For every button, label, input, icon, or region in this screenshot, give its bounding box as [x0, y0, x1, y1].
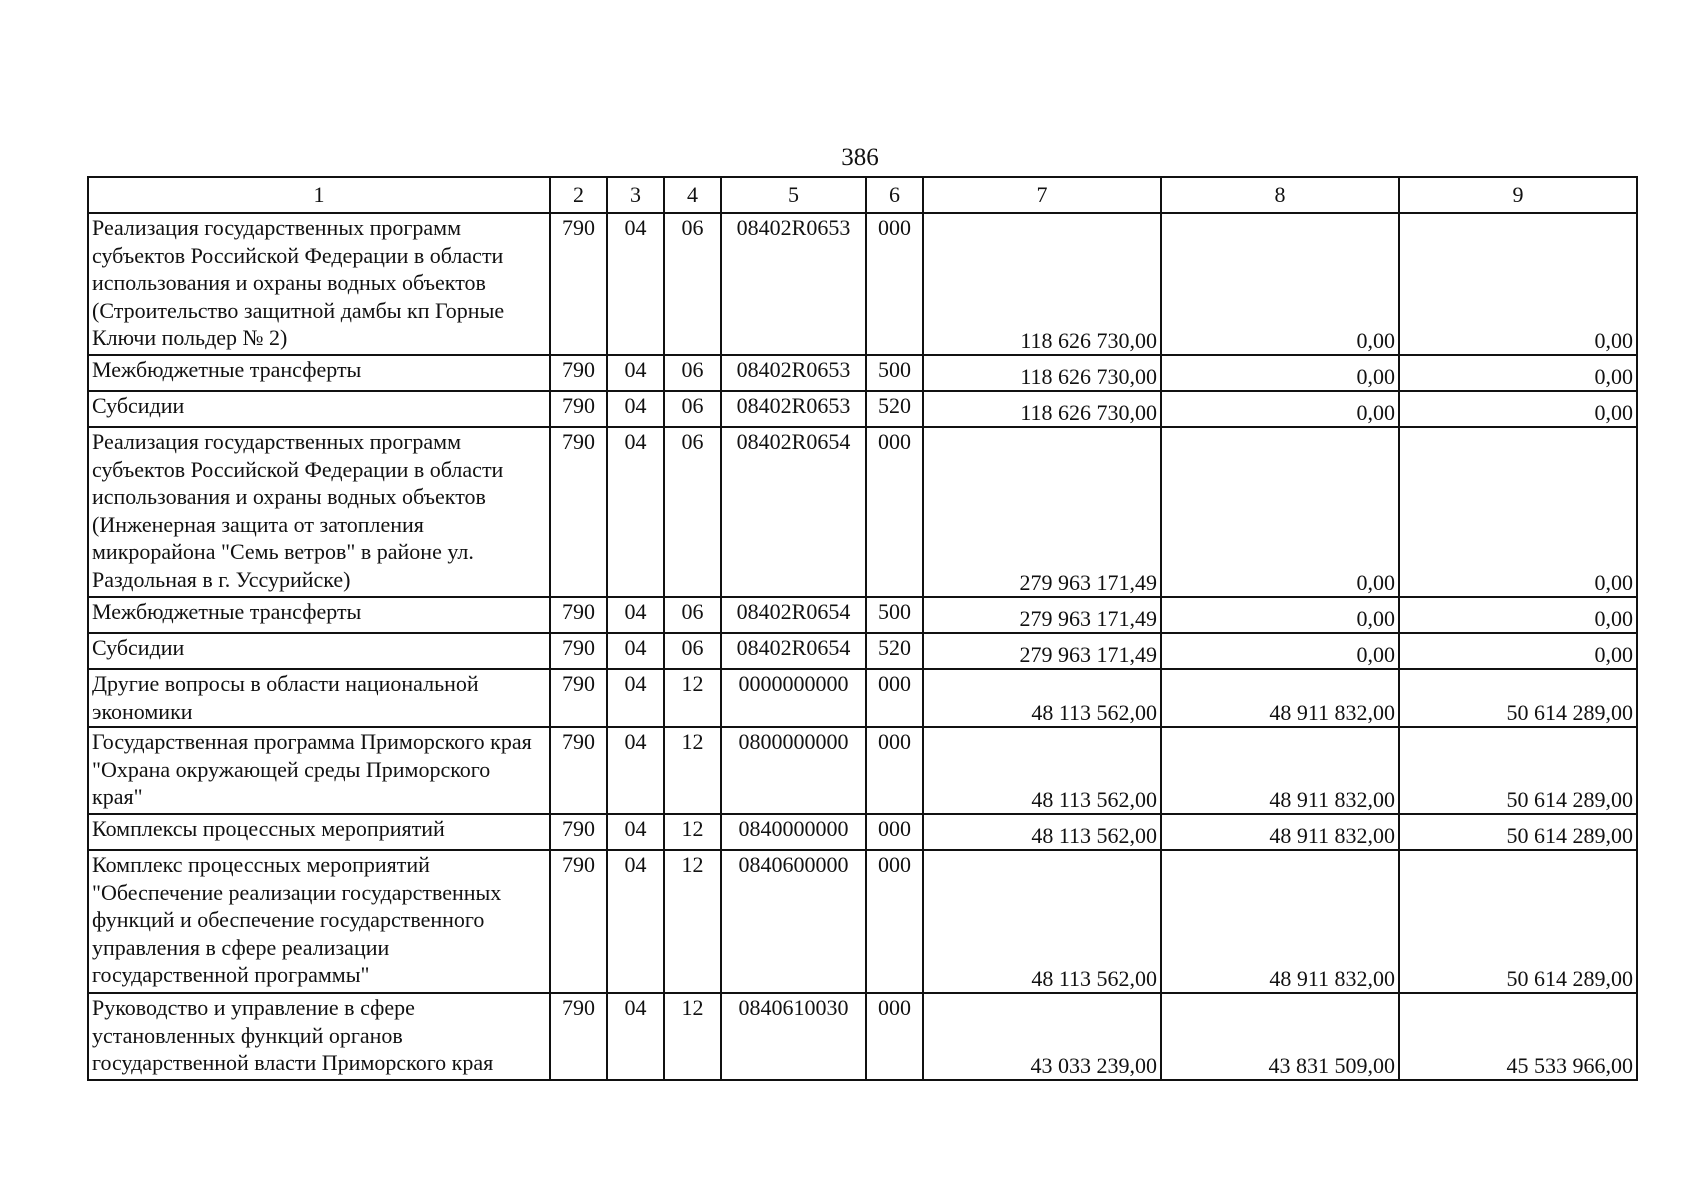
- table-row: [88, 427, 1637, 597]
- admin-code-cell: 790: [550, 633, 607, 669]
- amount-col9-cell: 50 614 289,00: [1399, 669, 1637, 727]
- amount-col8-cell: 0,00: [1161, 355, 1399, 391]
- column-header: 5: [721, 177, 866, 213]
- admin-code-cell: 790: [550, 391, 607, 427]
- target-article-cell: 08402R0653: [721, 213, 866, 355]
- admin-code-cell: 790: [550, 427, 607, 597]
- amount-col9-cell: 45 533 966,00: [1399, 993, 1637, 1080]
- amount-col7-cell: 48 113 562,00: [923, 669, 1161, 727]
- section-code-cell: 04: [607, 993, 664, 1080]
- subsection-code-cell: 12: [664, 727, 721, 814]
- amount-col9-cell: 0,00: [1399, 427, 1637, 597]
- table-row: [88, 850, 1637, 993]
- amount-col7-cell: 48 113 562,00: [923, 727, 1161, 814]
- section-code-cell: 04: [607, 850, 664, 993]
- row-name-cell: Межбюджетные трансферты: [88, 355, 550, 391]
- expense-type-cell: 000: [866, 727, 923, 814]
- row-name-cell: Другие вопросы в области национальной экономики: [88, 669, 550, 727]
- amount-col8-cell: 0,00: [1161, 213, 1399, 355]
- row-name-cell: Реализация государственных программ субъектов Российской Федерации в области использования и охраны водных объектов (Инженерная защита от затопления микрорайона "Семь ветров" в районе ул. Раздольная в г. Уссурийске): [88, 427, 550, 597]
- page-number: 386: [841, 144, 879, 171]
- amount-col9-cell: 0,00: [1399, 597, 1637, 633]
- amount-col8-cell: 48 911 832,00: [1161, 727, 1399, 814]
- column-header: 1: [88, 177, 550, 213]
- amount-col9-cell: 0,00: [1399, 391, 1637, 427]
- subsection-code-cell: 06: [664, 427, 721, 597]
- target-article-cell: 0840600000: [721, 850, 866, 993]
- row-name-cell: Комплексы процессных мероприятий: [88, 814, 550, 850]
- table-row: [88, 633, 1637, 669]
- admin-code-cell: 790: [550, 727, 607, 814]
- admin-code-cell: 790: [550, 669, 607, 727]
- subsection-code-cell: 12: [664, 850, 721, 993]
- admin-code-cell: 790: [550, 993, 607, 1080]
- section-code-cell: 04: [607, 427, 664, 597]
- column-header: 9: [1399, 177, 1637, 213]
- amount-col7-cell: 48 113 562,00: [923, 850, 1161, 993]
- amount-col8-cell: 0,00: [1161, 633, 1399, 669]
- header-row: [88, 177, 1637, 213]
- row-name-cell: Межбюджетные трансферты: [88, 597, 550, 633]
- admin-code-cell: 790: [550, 850, 607, 993]
- amount-col8-cell: 43 831 509,00: [1161, 993, 1399, 1080]
- section-code-cell: 04: [607, 633, 664, 669]
- table-row: [88, 727, 1637, 814]
- row-name-cell: Субсидии: [88, 633, 550, 669]
- section-code-cell: 04: [607, 814, 664, 850]
- column-header: 7: [923, 177, 1161, 213]
- subsection-code-cell: 12: [664, 814, 721, 850]
- expense-type-cell: 000: [866, 814, 923, 850]
- amount-col7-cell: 118 626 730,00: [923, 391, 1161, 427]
- subsection-code-cell: 12: [664, 669, 721, 727]
- table-row: [88, 213, 1637, 355]
- table-row: [88, 597, 1637, 633]
- amount-col9-cell: 50 614 289,00: [1399, 727, 1637, 814]
- subsection-code-cell: 06: [664, 633, 721, 669]
- amount-col7-cell: 118 626 730,00: [923, 355, 1161, 391]
- row-name-cell: Комплекс процессных мероприятий "Обеспечение реализации государственных функций и обеспечение государственного управления в сфере реализации государственной программы": [88, 850, 550, 993]
- amount-col7-cell: 43 033 239,00: [923, 993, 1161, 1080]
- section-code-cell: 04: [607, 355, 664, 391]
- amount-col7-cell: 279 963 171,49: [923, 427, 1161, 597]
- subsection-code-cell: 06: [664, 597, 721, 633]
- expense-type-cell: 000: [866, 669, 923, 727]
- subsection-code-cell: 12: [664, 993, 721, 1080]
- admin-code-cell: 790: [550, 355, 607, 391]
- amount-col9-cell: 0,00: [1399, 213, 1637, 355]
- expense-type-cell: 000: [866, 993, 923, 1080]
- amount-col9-cell: 50 614 289,00: [1399, 814, 1637, 850]
- expense-type-cell: 000: [866, 850, 923, 993]
- amount-col9-cell: 0,00: [1399, 355, 1637, 391]
- table-row: [88, 993, 1637, 1080]
- column-header: 2: [550, 177, 607, 213]
- amount-col7-cell: 48 113 562,00: [923, 814, 1161, 850]
- target-article-cell: 0800000000: [721, 727, 866, 814]
- target-article-cell: 0000000000: [721, 669, 866, 727]
- section-code-cell: 04: [607, 727, 664, 814]
- column-header: 6: [866, 177, 923, 213]
- row-name-cell: Субсидии: [88, 391, 550, 427]
- admin-code-cell: 790: [550, 213, 607, 355]
- expense-type-cell: 000: [866, 427, 923, 597]
- target-article-cell: 0840000000: [721, 814, 866, 850]
- amount-col9-cell: 0,00: [1399, 633, 1637, 669]
- admin-code-cell: 790: [550, 814, 607, 850]
- section-code-cell: 04: [607, 391, 664, 427]
- expense-type-cell: 500: [866, 355, 923, 391]
- target-article-cell: 0840610030: [721, 993, 866, 1080]
- subsection-code-cell: 06: [664, 355, 721, 391]
- expense-type-cell: 520: [866, 391, 923, 427]
- amount-col9-cell: 50 614 289,00: [1399, 850, 1637, 993]
- amount-col8-cell: 48 911 832,00: [1161, 850, 1399, 993]
- target-article-cell: 08402R0653: [721, 391, 866, 427]
- amount-col7-cell: 279 963 171,49: [923, 597, 1161, 633]
- row-name-cell: Руководство и управление в сфере установленных функций органов государственной власти Приморского края: [88, 993, 550, 1080]
- expense-type-cell: 000: [866, 213, 923, 355]
- amount-col8-cell: 0,00: [1161, 597, 1399, 633]
- budget-table: [87, 176, 1638, 1081]
- section-code-cell: 04: [607, 213, 664, 355]
- target-article-cell: 08402R0654: [721, 597, 866, 633]
- table-row: [88, 669, 1637, 727]
- admin-code-cell: 790: [550, 597, 607, 633]
- amount-col8-cell: 48 911 832,00: [1161, 669, 1399, 727]
- subsection-code-cell: 06: [664, 391, 721, 427]
- amount-col8-cell: 0,00: [1161, 391, 1399, 427]
- target-article-cell: 08402R0654: [721, 633, 866, 669]
- table-row: [88, 814, 1637, 850]
- amount-col7-cell: 279 963 171,49: [923, 633, 1161, 669]
- column-header: 8: [1161, 177, 1399, 213]
- table-row: [88, 391, 1637, 427]
- amount-col8-cell: 0,00: [1161, 427, 1399, 597]
- table-row: [88, 355, 1637, 391]
- section-code-cell: 04: [607, 669, 664, 727]
- expense-type-cell: 500: [866, 597, 923, 633]
- target-article-cell: 08402R0654: [721, 427, 866, 597]
- target-article-cell: 08402R0653: [721, 355, 866, 391]
- subsection-code-cell: 06: [664, 213, 721, 355]
- section-code-cell: 04: [607, 597, 664, 633]
- row-name-cell: Реализация государственных программ субъектов Российской Федерации в области использования и охраны водных объектов (Строительство защитной дамбы кп Горные Ключи польдер № 2): [88, 213, 550, 355]
- amount-col7-cell: 118 626 730,00: [923, 213, 1161, 355]
- row-name-cell: Государственная программа Приморского края "Охрана окружающей среды Приморского края": [88, 727, 550, 814]
- amount-col8-cell: 48 911 832,00: [1161, 814, 1399, 850]
- column-header: 4: [664, 177, 721, 213]
- expense-type-cell: 520: [866, 633, 923, 669]
- column-header: 3: [607, 177, 664, 213]
